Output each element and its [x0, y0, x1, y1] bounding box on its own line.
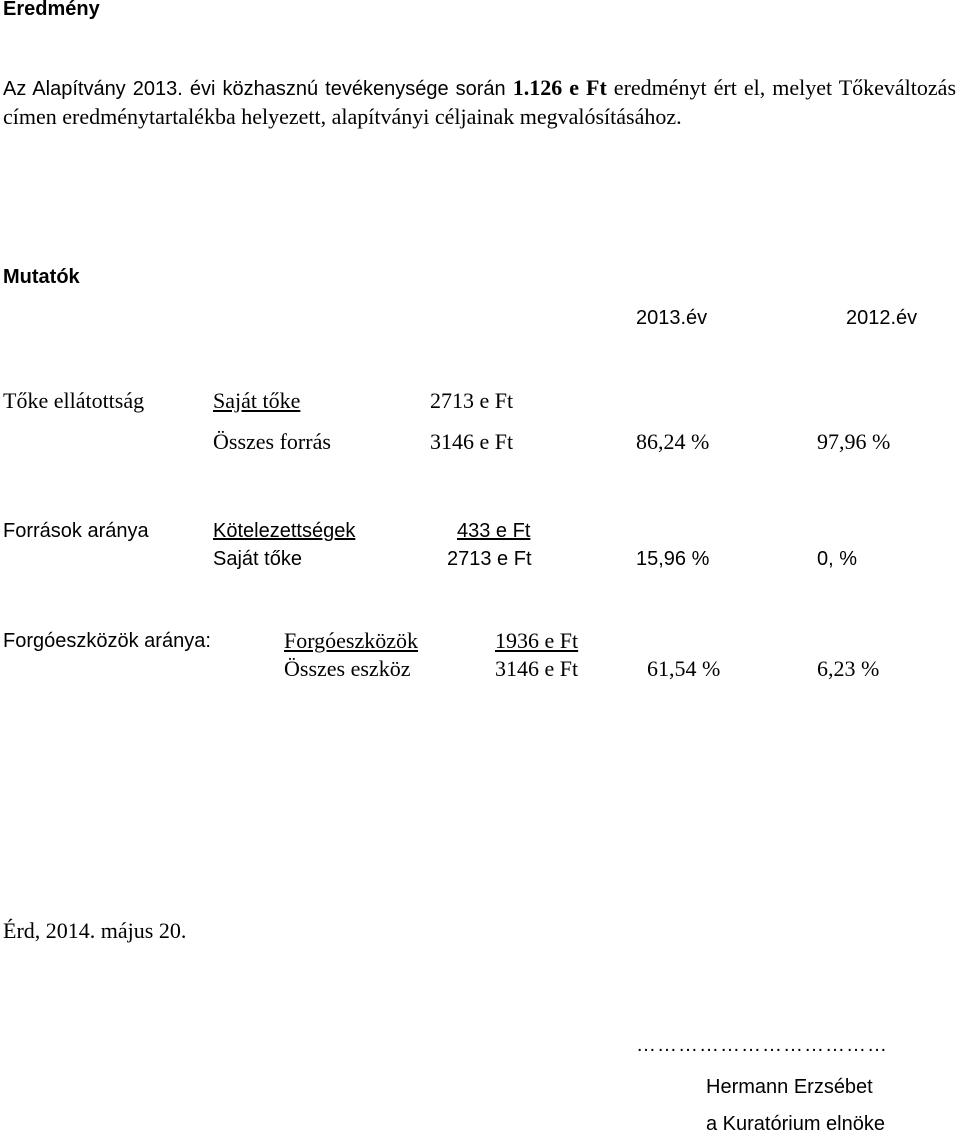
- document-heading: Eredmény: [3, 0, 100, 20]
- forgo-numerator-value: 1936 e Ft: [495, 628, 579, 653]
- toke-pct-2013: 86,24 %: [636, 429, 710, 454]
- forrasok-denominator-label: Saját tőke: [213, 548, 302, 570]
- intro-amount: 1.126 e Ft: [512, 75, 607, 100]
- forrasok-pct-2012: 0, %: [817, 548, 858, 570]
- year-2012-header: 2012.év: [846, 307, 918, 329]
- mutatok-title: Mutatók: [3, 266, 80, 288]
- intro-paragraph: [3, 74, 956, 131]
- forgo-pct-2013: 61,54 %: [647, 656, 721, 681]
- toke-pct-2012: 97,96 %: [817, 429, 891, 454]
- forrasok-pct-2013: 15,96 %: [636, 548, 710, 570]
- toke-denominator-label: Összes forrás: [213, 429, 331, 454]
- year-2013-header: 2013.év: [636, 307, 708, 329]
- intro-text-start: Az Alapítvány 2013. évi közhasznú tevékenysége során: [3, 78, 513, 100]
- place-date: Érd, 2014. május 20.: [3, 918, 187, 943]
- forrasok-numerator-value: 433 e Ft: [457, 520, 531, 542]
- toke-denominator-value: 3146 e Ft: [430, 429, 514, 454]
- toke-numerator-label: Saját tőke: [213, 388, 301, 413]
- forrasok-numerator-label: Kötelezettségek: [213, 520, 356, 542]
- toke-label: Tőke ellátottság: [3, 388, 145, 413]
- forgo-pct-2012: 6,23 %: [817, 656, 880, 681]
- forgo-label: Forgóeszközök aránya:: [3, 630, 211, 652]
- forrasok-label: Források aránya: [3, 520, 149, 542]
- forgo-numerator-label: Forgóeszközök: [284, 628, 419, 653]
- signer-name: Hermann Erzsébet: [706, 1076, 873, 1098]
- intro-text-end: eredményt ért el, melyet Tőkeváltozás címen eredménytartalékba helyezett, alapítványi céljainak megvalósításához.: [3, 75, 957, 129]
- forgo-denominator-value: 3146 e Ft: [495, 656, 579, 681]
- signature-line: ………………………………: [636, 1034, 888, 1056]
- toke-numerator-value: 2713 e Ft: [430, 388, 514, 413]
- forrasok-denominator-value: 2713 e Ft: [447, 548, 532, 570]
- signer-title: a Kuratórium elnöke: [706, 1113, 885, 1135]
- forgo-denominator-label: Összes eszköz: [284, 656, 411, 681]
